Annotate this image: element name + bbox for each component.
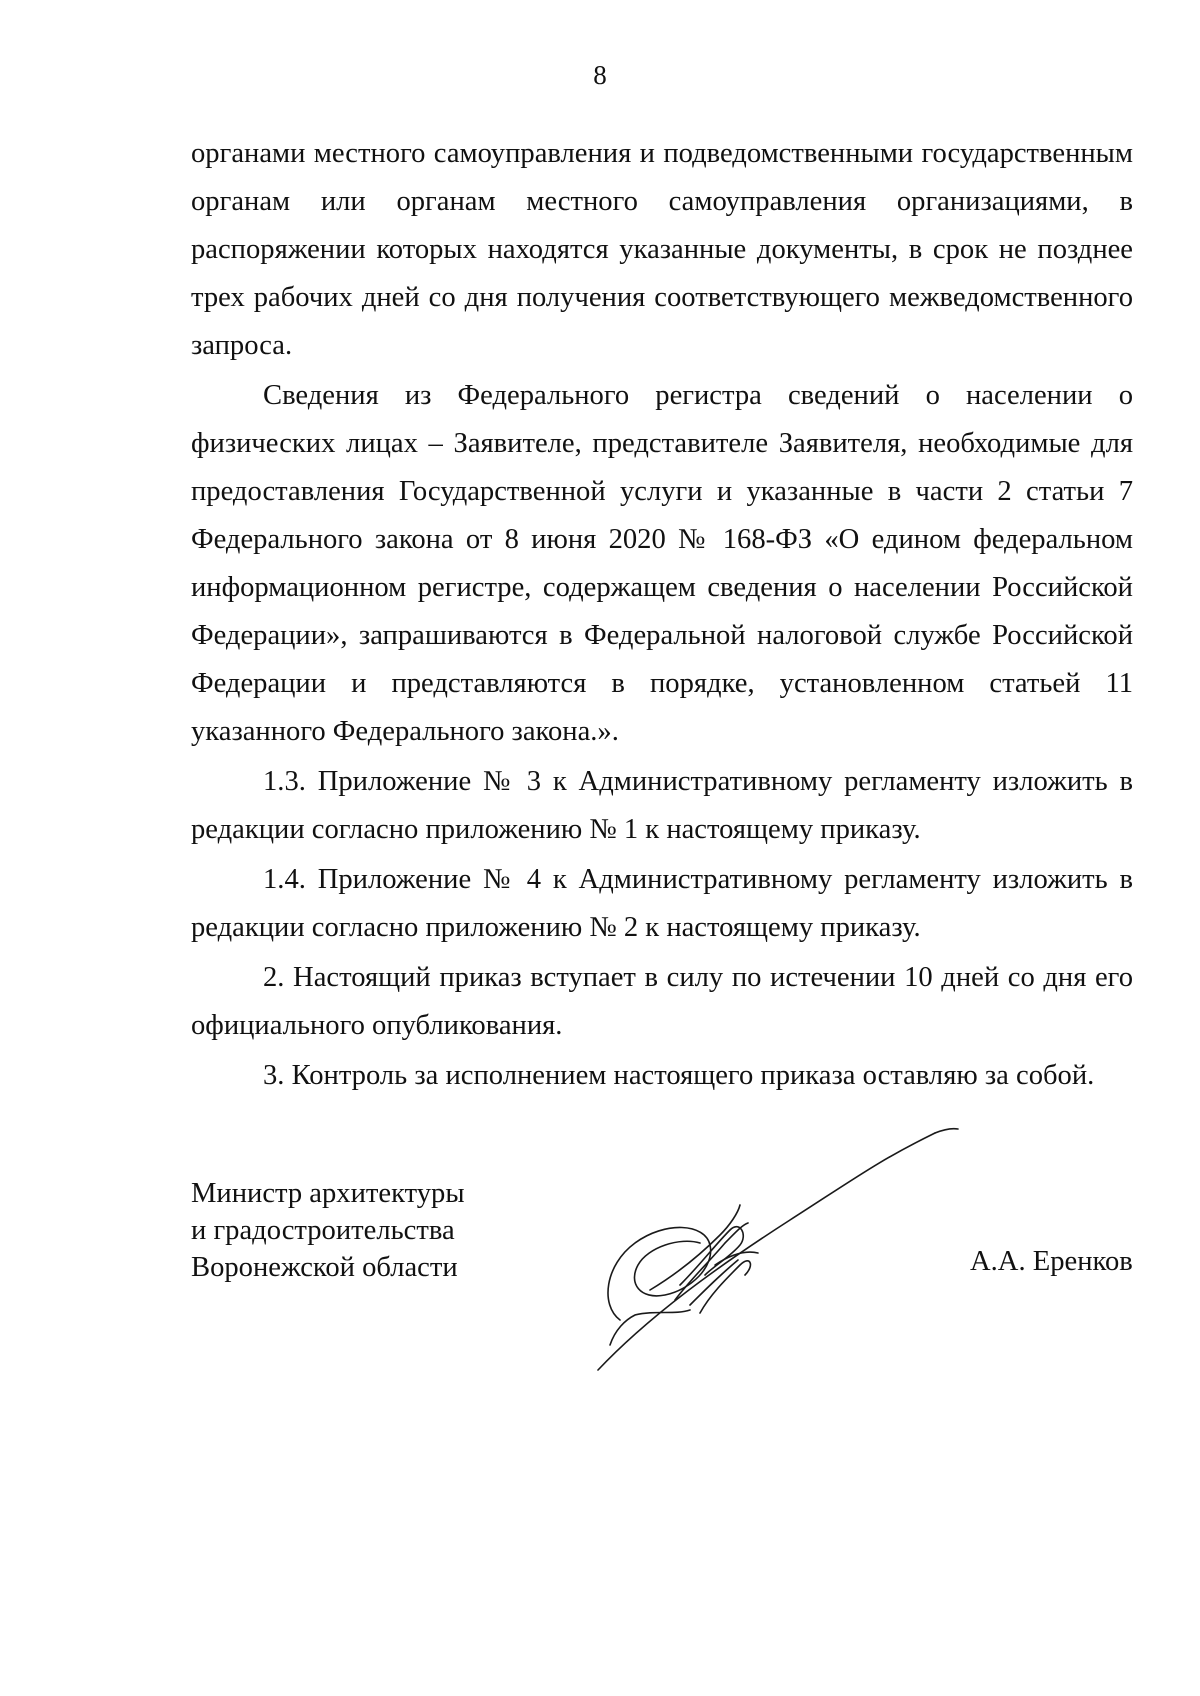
paragraph-item-1-3: 1.3. Приложение № 3 к Административному регламенту изложить в редакции согласно приложению № 1 к настоящему приказу. xyxy=(191,766,1133,845)
signatory-name: А.А. Еренков xyxy=(970,1246,1133,1277)
signatory-title xyxy=(191,1175,465,1286)
signatory-title-line: Воронежской области xyxy=(191,1252,458,1283)
page-number: 8 xyxy=(593,60,607,90)
handwritten-signature-icon xyxy=(580,1115,960,1375)
document-body xyxy=(191,130,1133,1100)
signatory-title-line: и градостроительства xyxy=(191,1215,455,1246)
paragraph-item-3: 3. Контроль за исполнением настоящего приказа оставляю за собой. xyxy=(263,1060,1095,1091)
signatory-title-line: Министр архитектуры xyxy=(191,1178,465,1209)
paragraph-register-info: Сведения из Федерального регистра сведений о населении о физических лицах – Заявителе, представителе Заявителя, необходимые для предоставления Государственной услуги и указанные в части 2 статьи 7 Федерального закона от 8 июня 2020 № 168-ФЗ «О едином федеральном информационном регистре, содержащем сведения о населении Российской Федерации», запрашиваются в Федеральной налоговой службе Российской Федерации и представляются в порядке, установленном статьей 11 указанного Федерального закона.». xyxy=(191,380,1133,747)
paragraph-item-2: 2. Настоящий приказ вступает в силу по истечении 10 дней со дня его официального опубликования. xyxy=(191,962,1133,1041)
paragraph-item-1-4: 1.4. Приложение № 4 к Административному регламенту изложить в редакции согласно приложению № 2 к настоящему приказу. xyxy=(191,864,1133,943)
paragraph-continuation: органами местного самоуправления и подведомственными государственным органам или органам местного самоуправления организациями, в распоряжении которых находятся указанные документы, в срок не позднее трех рабочих дней со дня получения соответствующего межведомственного запроса. xyxy=(191,138,1133,361)
